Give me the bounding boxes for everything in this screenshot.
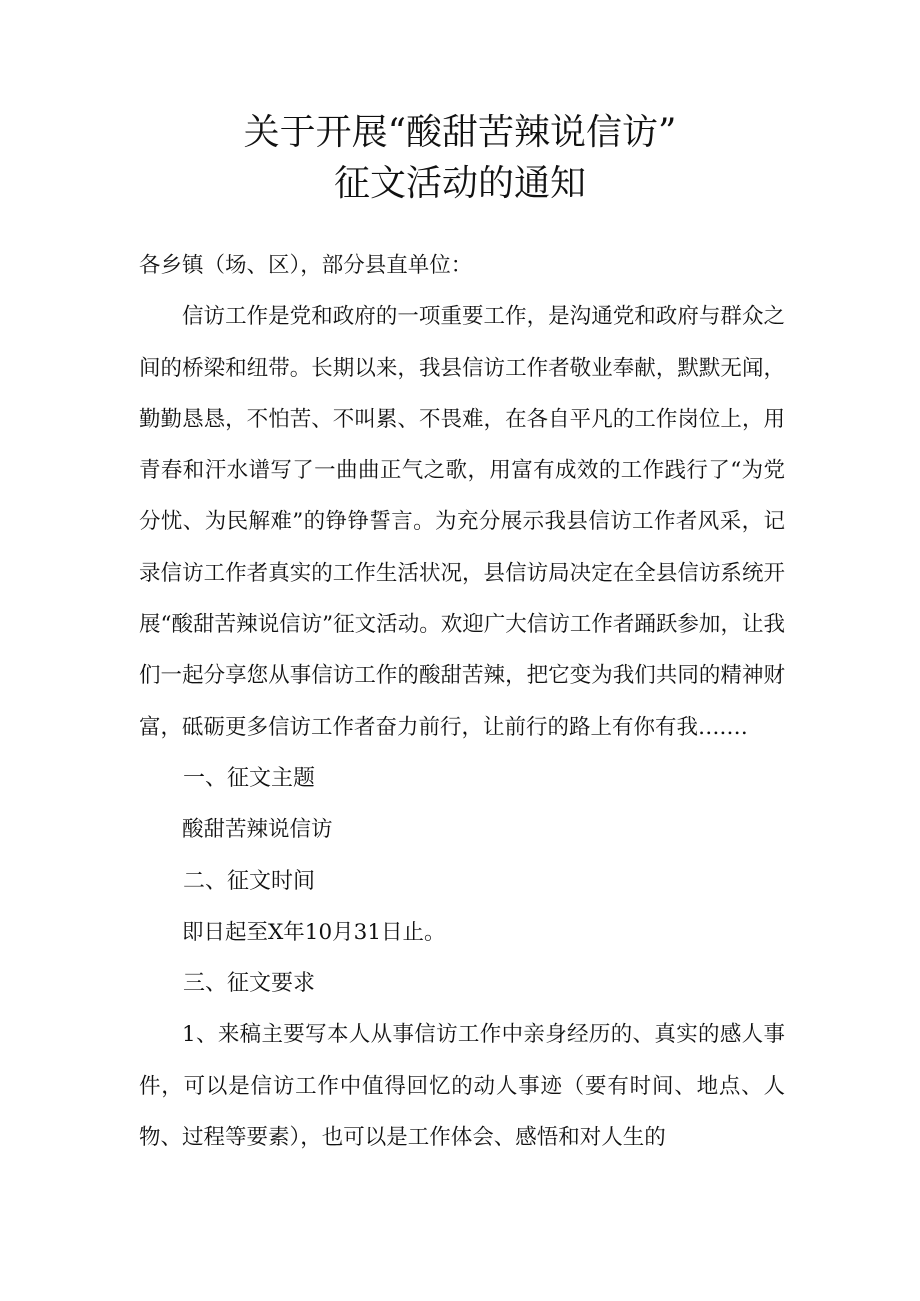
section-1-text: 酸甜苦辣说信访 [182, 817, 333, 843]
section-2-text: 即日起至X年10月31日止。 [182, 919, 446, 945]
section-2-heading: 二、征文时间 [183, 868, 316, 894]
section-1-heading: 一、征文主题 [183, 765, 316, 791]
salutation: 各乡镇（场、区），部分县直单位： [139, 253, 473, 278]
document-title-line-2: 征文活动的通知 [333, 163, 586, 204]
section-3-item-1: 1、来稿主要写本人从事信访工作中亲身经历的、真实的感人事件，可以是信访工作中值得回忆的动人事迹（要有时间、地点、人物、过程等要素），也可以是工作体会、感悟和对人生的 [139, 1022, 785, 1151]
document-body [139, 240, 785, 1163]
section-3-heading: 三、征文要求 [183, 971, 316, 997]
document-title-line-1: 关于开展“酸甜苦辣说信访” [243, 112, 677, 153]
intro-paragraph: 信访工作是党和政府的一项重要工作，是沟通党和政府与群众之间的桥梁和纽带。长期以来，我县信访工作者敬业奉献，默默无闻，勤勤恳恳，不怕苦、不叫累、不畏难，在各自平凡的工作岗位上，用青春和汗水谱写了一曲曲正气之歌，用富有成效的工作践行了“为党分忧、为民解难”的铮铮誓言。为充分展示我县信访工作者风采，记录信访工作者真实的工作生活状况，县信访局决定在全县信访系统开展“酸甜苦辣说信访”征文活动。欢迎广大信访工作者踊跃参加，让我们一起分享您从事信访工作的酸甜苦辣，把它变为我们共同的精神财富，砥砺更多信访工作者奋力前行，让前行的路上有你有我….… [139, 304, 785, 740]
